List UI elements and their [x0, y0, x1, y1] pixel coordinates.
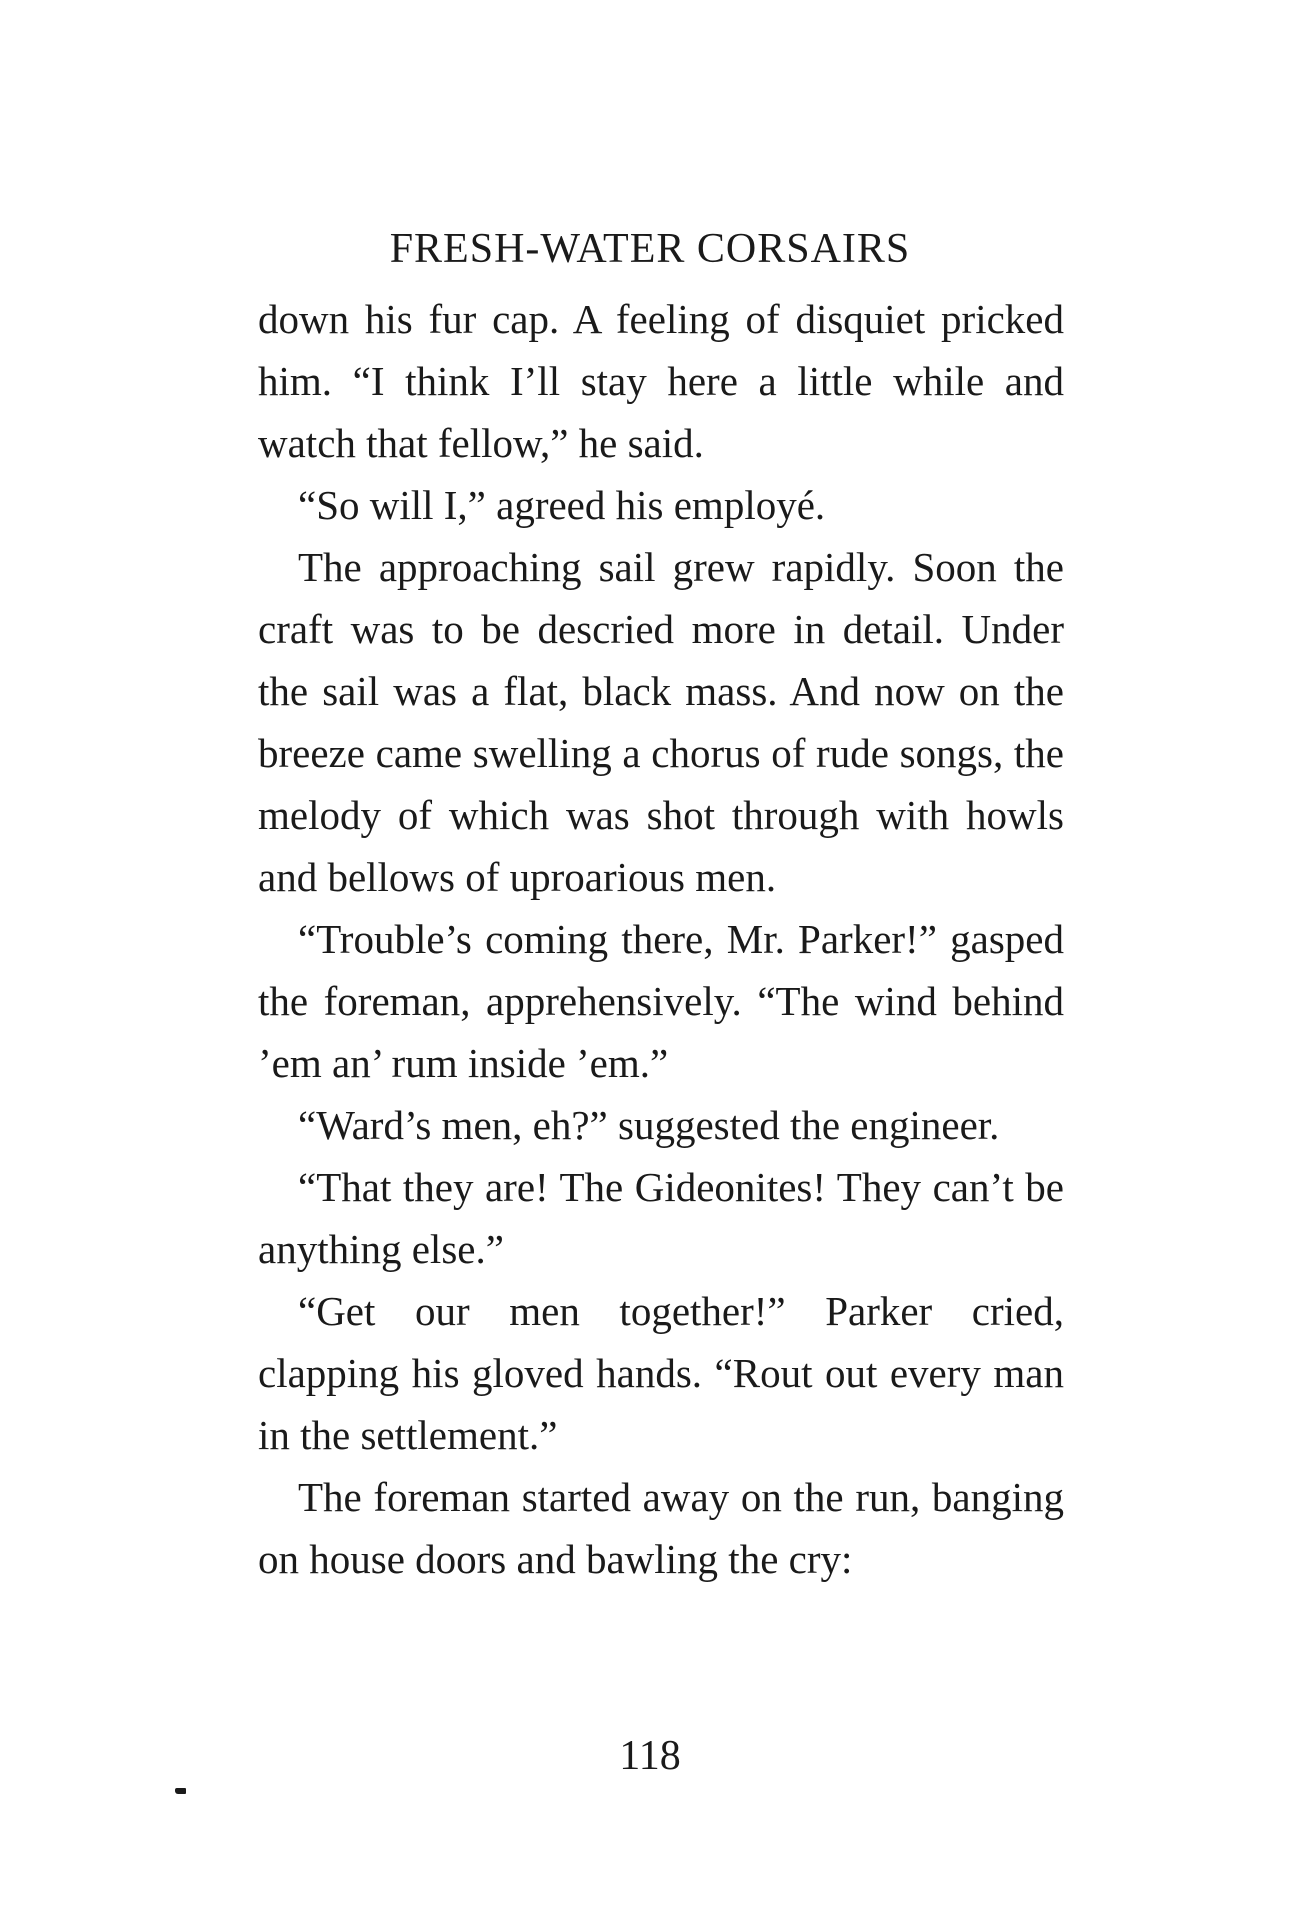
- paragraph: “Get our men together!” Parker cried, clapping his gloved hands. “Rout out every man in the settlement.”: [258, 1288, 1064, 1458]
- running-head: FRESH-WATER CORSAIRS: [389, 226, 911, 272]
- page-number: 118: [619, 1733, 681, 1779]
- paragraph: “That they are! The Gideonites! They can’t be anything else.”: [258, 1164, 1064, 1272]
- paragraph: “So will I,” agreed his employé.: [298, 482, 826, 528]
- paragraph-continued: down his fur cap. A feeling of disquiet pricked him. “I think I’ll stay here a little while and watch that fellow,” he said.: [258, 296, 1064, 466]
- paragraph: The foreman started away on the run, banging on house doors and bawling the cry:: [258, 1474, 1064, 1582]
- paragraph: “Ward’s men, eh?” suggested the engineer.: [298, 1102, 1000, 1148]
- paragraph: “Trouble’s coming there, Mr. Parker!” gasped the foreman, apprehensively. “The wind behind ’em an’ rum inside ’em.”: [258, 916, 1064, 1086]
- body-text: [258, 288, 1064, 1590]
- paragraph: The approaching sail grew rapidly. Soon the craft was to be descried more in detail. Under the sail was a flat, black mass. And now on the breeze came swelling a chorus of rude songs, the melody of which was shot through with howls and bellows of uproarious men.: [258, 544, 1064, 900]
- ink-speck: [175, 1788, 186, 1794]
